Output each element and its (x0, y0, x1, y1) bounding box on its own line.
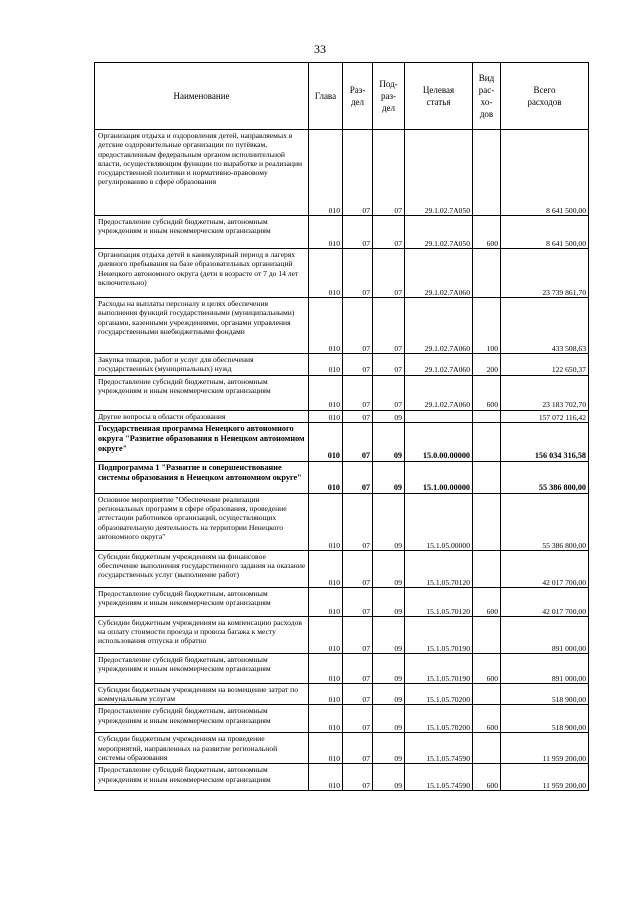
row-glava: 010 (309, 587, 343, 616)
row-podrazdel: 09 (373, 653, 405, 683)
table-row (95, 249, 589, 298)
row-vsego: 23 183 702,70 (501, 375, 589, 410)
row-tselevaya: 15.1.05.70200 (405, 683, 473, 705)
row-glava: 010 (309, 616, 343, 653)
row-tselevaya: 29.1.02.7A060 (405, 249, 473, 298)
row-name: Основное мероприятие "Обеспечение реализации региональных программ в сфере образования, проведение аттестации работников организаций, осуществляющих образовательную деятельность на территории Ненецкого автономного округа" (95, 493, 309, 550)
row-tselevaya: 29.1.02.7A050 (405, 130, 473, 216)
row-tselevaya: 15.1.05.70190 (405, 653, 473, 683)
row-name: Организация отдыха детей в каникулярный период в лагерях дневного пребывания на базе образовательных организаций Ненецкого автономного округа (дети в возрасте от 7 до 14 лет включительно) (95, 249, 309, 298)
row-glava: 010 (309, 216, 343, 249)
row-vid: 600 (473, 375, 501, 410)
row-vsego: 42 017 700,00 (501, 550, 589, 587)
row-name: Закупка товаров, работ и услуг для обеспечения государственных (муниципальных) нужд (95, 354, 309, 376)
table-row (95, 683, 589, 705)
row-vsego: 23 739 861,70 (501, 249, 589, 298)
row-vsego: 11 959 200,00 (501, 764, 589, 791)
row-podrazdel: 09 (373, 550, 405, 587)
row-tselevaya: 15.1.00.00000 (405, 461, 473, 493)
row-vsego: 891 000,00 (501, 616, 589, 653)
row-vid (473, 733, 501, 764)
row-razdel: 07 (343, 653, 373, 683)
row-tselevaya: 15.1.05.74590 (405, 764, 473, 791)
table-row (95, 375, 589, 410)
row-vid (473, 410, 501, 422)
table-row (95, 461, 589, 493)
row-name: Другие вопросы в области образования (95, 410, 309, 422)
header-tselevaya: Целевая статья (405, 63, 473, 130)
table-row (95, 298, 589, 354)
row-podrazdel: 09 (373, 764, 405, 791)
row-podrazdel: 07 (373, 216, 405, 249)
row-podrazdel: 09 (373, 493, 405, 550)
row-glava: 010 (309, 461, 343, 493)
row-tselevaya: 15.0.00.00000 (405, 422, 473, 461)
row-vid (473, 130, 501, 216)
row-vid: 600 (473, 216, 501, 249)
row-vid (473, 422, 501, 461)
table-row (95, 550, 589, 587)
row-razdel: 07 (343, 683, 373, 705)
row-razdel: 07 (343, 410, 373, 422)
row-podrazdel: 09 (373, 705, 405, 733)
row-tselevaya: 15.1.05.70190 (405, 616, 473, 653)
row-podrazdel: 09 (373, 733, 405, 764)
row-vid: 600 (473, 764, 501, 791)
budget-table (94, 62, 589, 791)
row-vsego: 518 900,00 (501, 705, 589, 733)
row-glava: 010 (309, 375, 343, 410)
row-vsego: 157 072 116,42 (501, 410, 589, 422)
row-name: Предоставление субсидий бюджетным, автономным учреждениям и иным некоммерческим организациям (95, 587, 309, 616)
row-glava: 010 (309, 298, 343, 354)
row-tselevaya (405, 410, 473, 422)
row-glava: 010 (309, 249, 343, 298)
row-name: Субсидии бюджетным учреждениям на проведение мероприятий, направленных на развитие региональной системы образования (95, 733, 309, 764)
row-glava: 010 (309, 130, 343, 216)
row-razdel: 07 (343, 130, 373, 216)
row-tselevaya: 15.1.05.74590 (405, 733, 473, 764)
header-razdel: Раз- дел (343, 63, 373, 130)
row-podrazdel: 07 (373, 130, 405, 216)
row-razdel: 07 (343, 298, 373, 354)
row-name: Предоставление субсидий бюджетным, автономным учреждениям и иным некоммерческим организациям (95, 375, 309, 410)
row-name: Предоставление субсидий бюджетным, автономным учреждениям и иным некоммерческим организациям (95, 216, 309, 249)
row-podrazdel: 07 (373, 249, 405, 298)
row-vsego: 156 034 316,58 (501, 422, 589, 461)
row-razdel: 07 (343, 422, 373, 461)
row-vsego: 42 017 700,00 (501, 587, 589, 616)
row-name: Предоставление субсидий бюджетным, автономным учреждениям и иным некоммерческим организациям (95, 653, 309, 683)
table-row (95, 354, 589, 376)
row-podrazdel: 09 (373, 410, 405, 422)
row-vid: 100 (473, 298, 501, 354)
row-name: Государственная программа Ненецкого автономного округа "Развитие образования в Ненецком автономном округе" (95, 422, 309, 461)
row-tselevaya: 29.1.02.7A060 (405, 375, 473, 410)
row-vsego: 55 386 800,00 (501, 461, 589, 493)
row-tselevaya: 15.1.05.70120 (405, 587, 473, 616)
row-glava: 010 (309, 410, 343, 422)
row-glava: 010 (309, 764, 343, 791)
row-razdel: 07 (343, 550, 373, 587)
row-vsego: 891 000,00 (501, 653, 589, 683)
table-row (95, 410, 589, 422)
row-name: Предоставление субсидий бюджетным, автономным учреждениям и иным некоммерческим организациям (95, 764, 309, 791)
row-razdel: 07 (343, 587, 373, 616)
row-razdel: 07 (343, 705, 373, 733)
table-row (95, 587, 589, 616)
table-row (95, 422, 589, 461)
table-body (95, 130, 589, 791)
row-podrazdel: 07 (373, 354, 405, 376)
row-vid: 600 (473, 653, 501, 683)
header-podrazdel: Под- раз- дел (373, 63, 405, 130)
row-razdel: 07 (343, 616, 373, 653)
page-number: 33 (314, 42, 326, 56)
row-podrazdel: 09 (373, 683, 405, 705)
row-podrazdel: 09 (373, 587, 405, 616)
header-vsego: Всего расходов (501, 63, 589, 130)
table-row (95, 653, 589, 683)
row-tselevaya: 15.1.05.00000 (405, 493, 473, 550)
row-vsego: 8 641 500,00 (501, 130, 589, 216)
row-razdel: 07 (343, 216, 373, 249)
row-podrazdel: 09 (373, 461, 405, 493)
row-glava: 010 (309, 653, 343, 683)
row-podrazdel: 07 (373, 298, 405, 354)
header-vid: Вид рас- хо- дов (473, 63, 501, 130)
table-row (95, 216, 589, 249)
row-name: Подпрограмма 1 "Развитие и совершенствование системы образования в Ненецком автономном округе" (95, 461, 309, 493)
row-razdel: 07 (343, 733, 373, 764)
row-glava: 010 (309, 733, 343, 764)
row-name: Предоставление субсидий бюджетным, автономным учреждениям и иным некоммерческим организациям (95, 705, 309, 733)
table-row (95, 493, 589, 550)
row-name: Субсидии бюджетным учреждениям на возмещение затрат по коммунальным услугам (95, 683, 309, 705)
row-tselevaya: 29.1.02.7A060 (405, 298, 473, 354)
table-row (95, 733, 589, 764)
table-row (95, 764, 589, 791)
row-vid (473, 493, 501, 550)
row-vid: 600 (473, 587, 501, 616)
row-glava: 010 (309, 683, 343, 705)
row-name: Организация отдыха и оздоровления детей, направляемых в детские оздоровительные организации по путёвкам, предоставленным федеральным органом исполнительной власти, осуществляющим функции по выработке и реализации государственной политики и нормативно-правовому регулированию в сфере образования (95, 130, 309, 216)
row-razdel: 07 (343, 764, 373, 791)
row-glava: 010 (309, 422, 343, 461)
row-vid (473, 249, 501, 298)
row-vid (473, 461, 501, 493)
row-tselevaya: 15.1.05.70200 (405, 705, 473, 733)
row-vsego: 122 650,37 (501, 354, 589, 376)
row-glava: 010 (309, 705, 343, 733)
row-tselevaya: 29.1.02.7A060 (405, 354, 473, 376)
row-glava: 010 (309, 493, 343, 550)
row-podrazdel: 09 (373, 422, 405, 461)
row-name: Расходы на выплаты персоналу в целях обеспечения выполнения функций государственными (муниципальными) органами, казенными учреждениями, органами управления государственными внебюджетными фондами (95, 298, 309, 354)
row-name: Субсидии бюджетным учреждениям на компенсацию расходов на оплату стоимости проезда и провоза багажа к месту использования отпуска и обратно (95, 616, 309, 653)
row-razdel: 07 (343, 354, 373, 376)
row-vsego: 518 900,00 (501, 683, 589, 705)
row-vid (473, 550, 501, 587)
row-vsego: 8 641 500,00 (501, 216, 589, 249)
row-vid (473, 683, 501, 705)
row-razdel: 07 (343, 375, 373, 410)
row-razdel: 07 (343, 461, 373, 493)
row-vsego: 55 386 800,00 (501, 493, 589, 550)
row-vsego: 11 959 200,00 (501, 733, 589, 764)
row-name: Субсидии бюджетным учреждениям на финансовое обеспечение выполнения государственного задания на оказание государственных услуг (выполнение работ) (95, 550, 309, 587)
row-razdel: 07 (343, 493, 373, 550)
table-header-row (95, 63, 589, 130)
table-row (95, 130, 589, 216)
row-razdel: 07 (343, 249, 373, 298)
row-vid: 200 (473, 354, 501, 376)
row-vsego: 433 508,63 (501, 298, 589, 354)
header-glava: Глава (309, 63, 343, 130)
row-podrazdel: 07 (373, 375, 405, 410)
row-vid: 600 (473, 705, 501, 733)
header-name: Наименование (95, 63, 309, 130)
row-vid (473, 616, 501, 653)
row-glava: 010 (309, 354, 343, 376)
row-tselevaya: 29.1.02.7A050 (405, 216, 473, 249)
table-row (95, 705, 589, 733)
row-tselevaya: 15.1.05.70120 (405, 550, 473, 587)
row-podrazdel: 09 (373, 616, 405, 653)
row-glava: 010 (309, 550, 343, 587)
table-row (95, 616, 589, 653)
